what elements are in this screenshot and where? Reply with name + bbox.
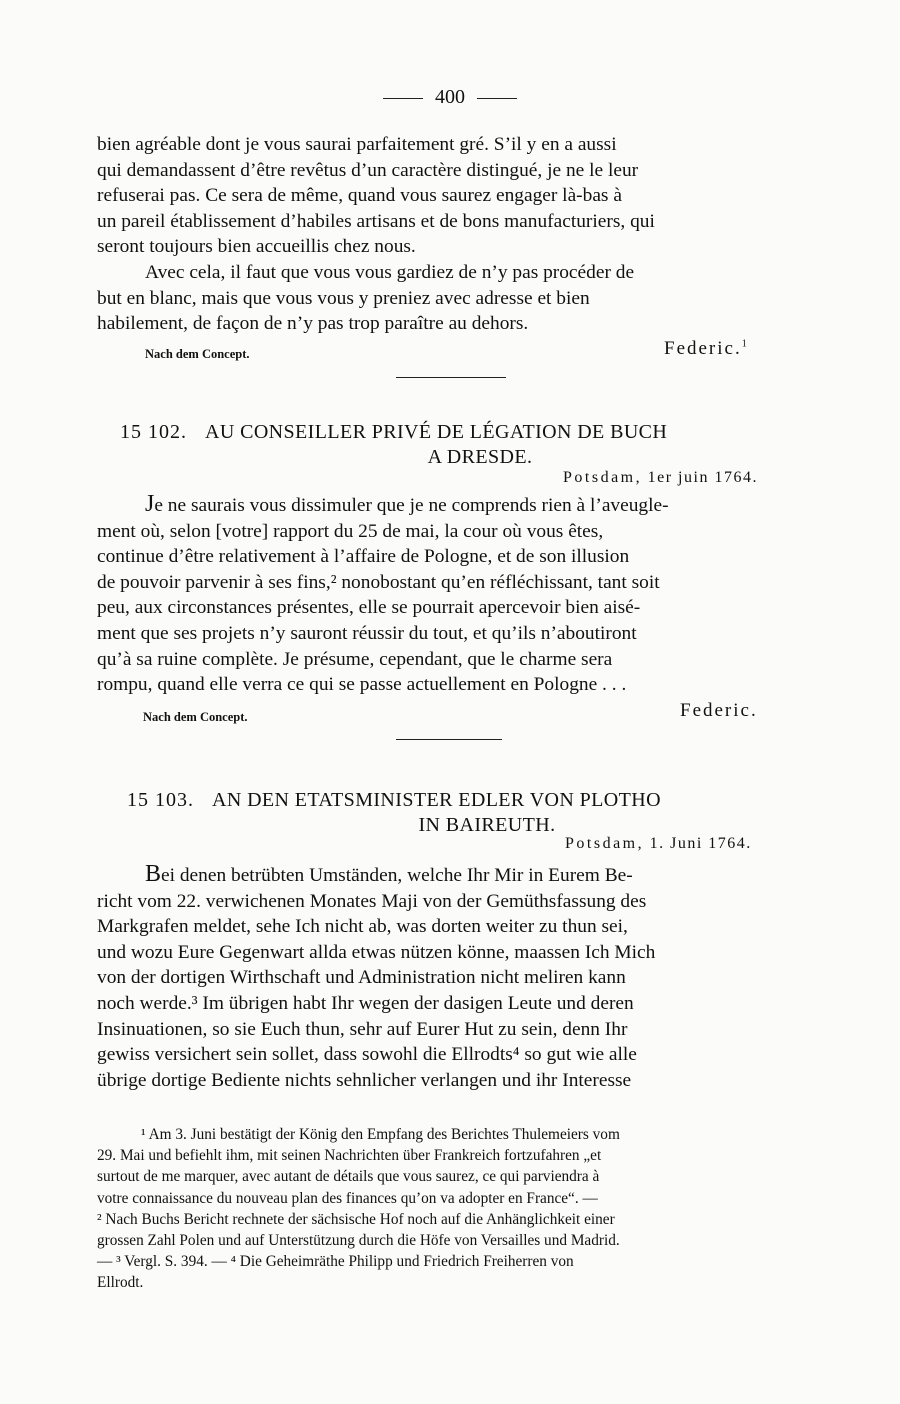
- source-note: Nach dem Concept.: [145, 347, 250, 361]
- date-place: Potsdam,: [565, 835, 645, 852]
- initial-letter: B: [145, 861, 162, 887]
- heading-line: A DRESDE.: [427, 446, 533, 468]
- text-line: ment où, selon [votre] rapport du 25 de mai, la cour où vous êtes,: [97, 520, 604, 542]
- footnote-line: grossen Zahl Polen und auf Unterstützung durch die Höfe von Versailles und Madrid.: [97, 1232, 620, 1250]
- text-line: habilement, de façon de n’y pas trop paraître au dehors.: [97, 313, 529, 335]
- text-line: continue d’être relativement à l’affaire de Pologne, et de son illusion: [97, 546, 630, 568]
- signature: [664, 338, 747, 360]
- heading-line: AN DEN ETATSMINISTER EDLER VON PLOTHO: [212, 789, 661, 811]
- header-rule-left: [383, 98, 423, 99]
- text-line: rompu, quand elle verra ce qui se passe actuellement en Pologne . . .: [97, 674, 627, 696]
- signature: Federic.: [680, 700, 758, 721]
- letter-body-15103: [97, 862, 803, 1093]
- footnotes: [97, 1124, 803, 1294]
- text-line: [97, 862, 803, 889]
- text-line: gewiss versichert sein sollet, dass sowohl die Ellrodts⁴ so gut wie alle: [97, 1044, 637, 1066]
- letter-number: 15 103.: [127, 789, 194, 811]
- initial-letter: J: [145, 491, 155, 517]
- text-line: noch werde.³ Im übrigen habt Ihr wegen der dasigen Leute und deren: [97, 992, 634, 1014]
- header-rule-right: [477, 98, 517, 99]
- intro-paragraph-1: [97, 132, 803, 260]
- text-line: Insinuationen, so sie Euch thun, sehr auf Eurer Hut zu sein, denn Ihr: [97, 1018, 628, 1040]
- text-line: seront toujours bien accueillis chez nous.: [97, 236, 416, 258]
- text-line: de pouvoir parvenir à ses fins,² nonobostant qu’en réfléchissant, tant soit: [97, 571, 660, 593]
- text-line: von der dortigen Wirthschaft und Administration nicht meliren kann: [97, 967, 626, 989]
- letter-date: [563, 469, 758, 487]
- text-line: übrige dortige Bediente nichts sehnlicher verlangen und ihr Interesse: [97, 1069, 632, 1091]
- footnote-line: ² Nach Buchs Bericht rechnete der sächsische Hof noch auf die Anhänglichkeit einer: [97, 1210, 615, 1228]
- footnote-line: ¹ Am 3. Juni bestätigt der König den Empfang des Berichtes Thulemeiers vom: [141, 1126, 620, 1143]
- section-divider: [396, 377, 506, 378]
- text-line: ment que ses projets n’y sauront réussir du tout, et qu’ils n’aboutiront: [97, 622, 637, 644]
- date-text: 1. Juni 1764.: [649, 835, 752, 852]
- page-number: 400: [435, 86, 465, 108]
- text-line: peu, aux circonstances présentes, elle se pourrait apercevoir bien aisé-: [97, 597, 641, 619]
- letter-paragraph: [97, 862, 803, 1093]
- footnote-marker: 1: [741, 338, 747, 350]
- text-line: qu’à sa ruine complète. Je présume, cependant, que le charme sera: [97, 648, 613, 670]
- footnote-line: votre connaissance du nouveau plan des finances qu’on va adopter en France“. —: [97, 1189, 598, 1207]
- text-line: bien agréable dont je vous saurai parfaitement gré. S’il y en a aussi: [97, 134, 617, 155]
- heading-line: AU CONSEILLER PRIVÉ DE LÉGATION DE BUCH: [205, 421, 668, 443]
- letter-heading-15103: [127, 788, 787, 838]
- text-line: qui demandassent d’être revêtus d’un caractère distingué, je ne le leur: [97, 159, 639, 181]
- footnote-line: 29. Mai und befiehlt ihm, mit seinen Nachrichten über Frankreich fortzufahren „et: [97, 1147, 602, 1165]
- intro-text: [97, 132, 803, 337]
- signature-text: Federic.: [664, 338, 742, 359]
- letter-heading-15102: [120, 420, 780, 470]
- intro-paragraph-2: [97, 260, 803, 337]
- text-line: but en blanc, mais que vous vous y preniez avec adresse et bien: [97, 287, 590, 309]
- footnote-line: Ellrodt.: [97, 1274, 144, 1292]
- letter-number: 15 102.: [120, 421, 187, 443]
- footnote-line: — ³ Vergl. S. 394. — ⁴ Die Geheimräthe Philipp und Friedrich Freiherren von: [97, 1253, 574, 1271]
- letter-date: [565, 835, 752, 853]
- footnote-line: surtout de me marquer, avec autant de détails que vous saurez, ce qui parviendra à: [97, 1168, 600, 1186]
- date-text: 1er juin 1764.: [647, 469, 758, 486]
- text-line: und wozu Eure Gegenwart allda etwas nützen könne, maassen Ich Mich: [97, 941, 656, 963]
- text-line: Avec cela, il faut que vous vous gardiez de n’y pas procéder de: [145, 261, 635, 283]
- text-line: un pareil établissement d’habiles artisans et de bons manufacturiers, qui: [97, 210, 655, 232]
- text-line: refuserai pas. Ce sera de même, quand vous saurez engager là-bas à: [97, 185, 622, 207]
- line-text: ei denen betrübten Umständen, welche Ihr Mir in Eurem Be-: [161, 865, 633, 886]
- source-note: Nach dem Concept.: [143, 710, 248, 724]
- date-place: Potsdam,: [563, 469, 643, 486]
- text-line: richt vom 22. verwichenen Monates Maji von der Gemüthsfassung des: [97, 890, 647, 912]
- heading-line: IN BAIREUTH.: [418, 814, 556, 836]
- text-line: Markgrafen meldet, sehe Ich nicht ab, was dorten weiter zu thun sei,: [97, 916, 628, 938]
- page-number-header: [0, 86, 900, 109]
- text-line: [97, 492, 803, 519]
- section-divider: [396, 739, 502, 740]
- letter-body-15102: [97, 492, 803, 698]
- line-text: e ne saurais vous dissimuler que je ne comprends rien à l’aveugle-: [154, 495, 669, 516]
- letter-paragraph: [97, 492, 803, 698]
